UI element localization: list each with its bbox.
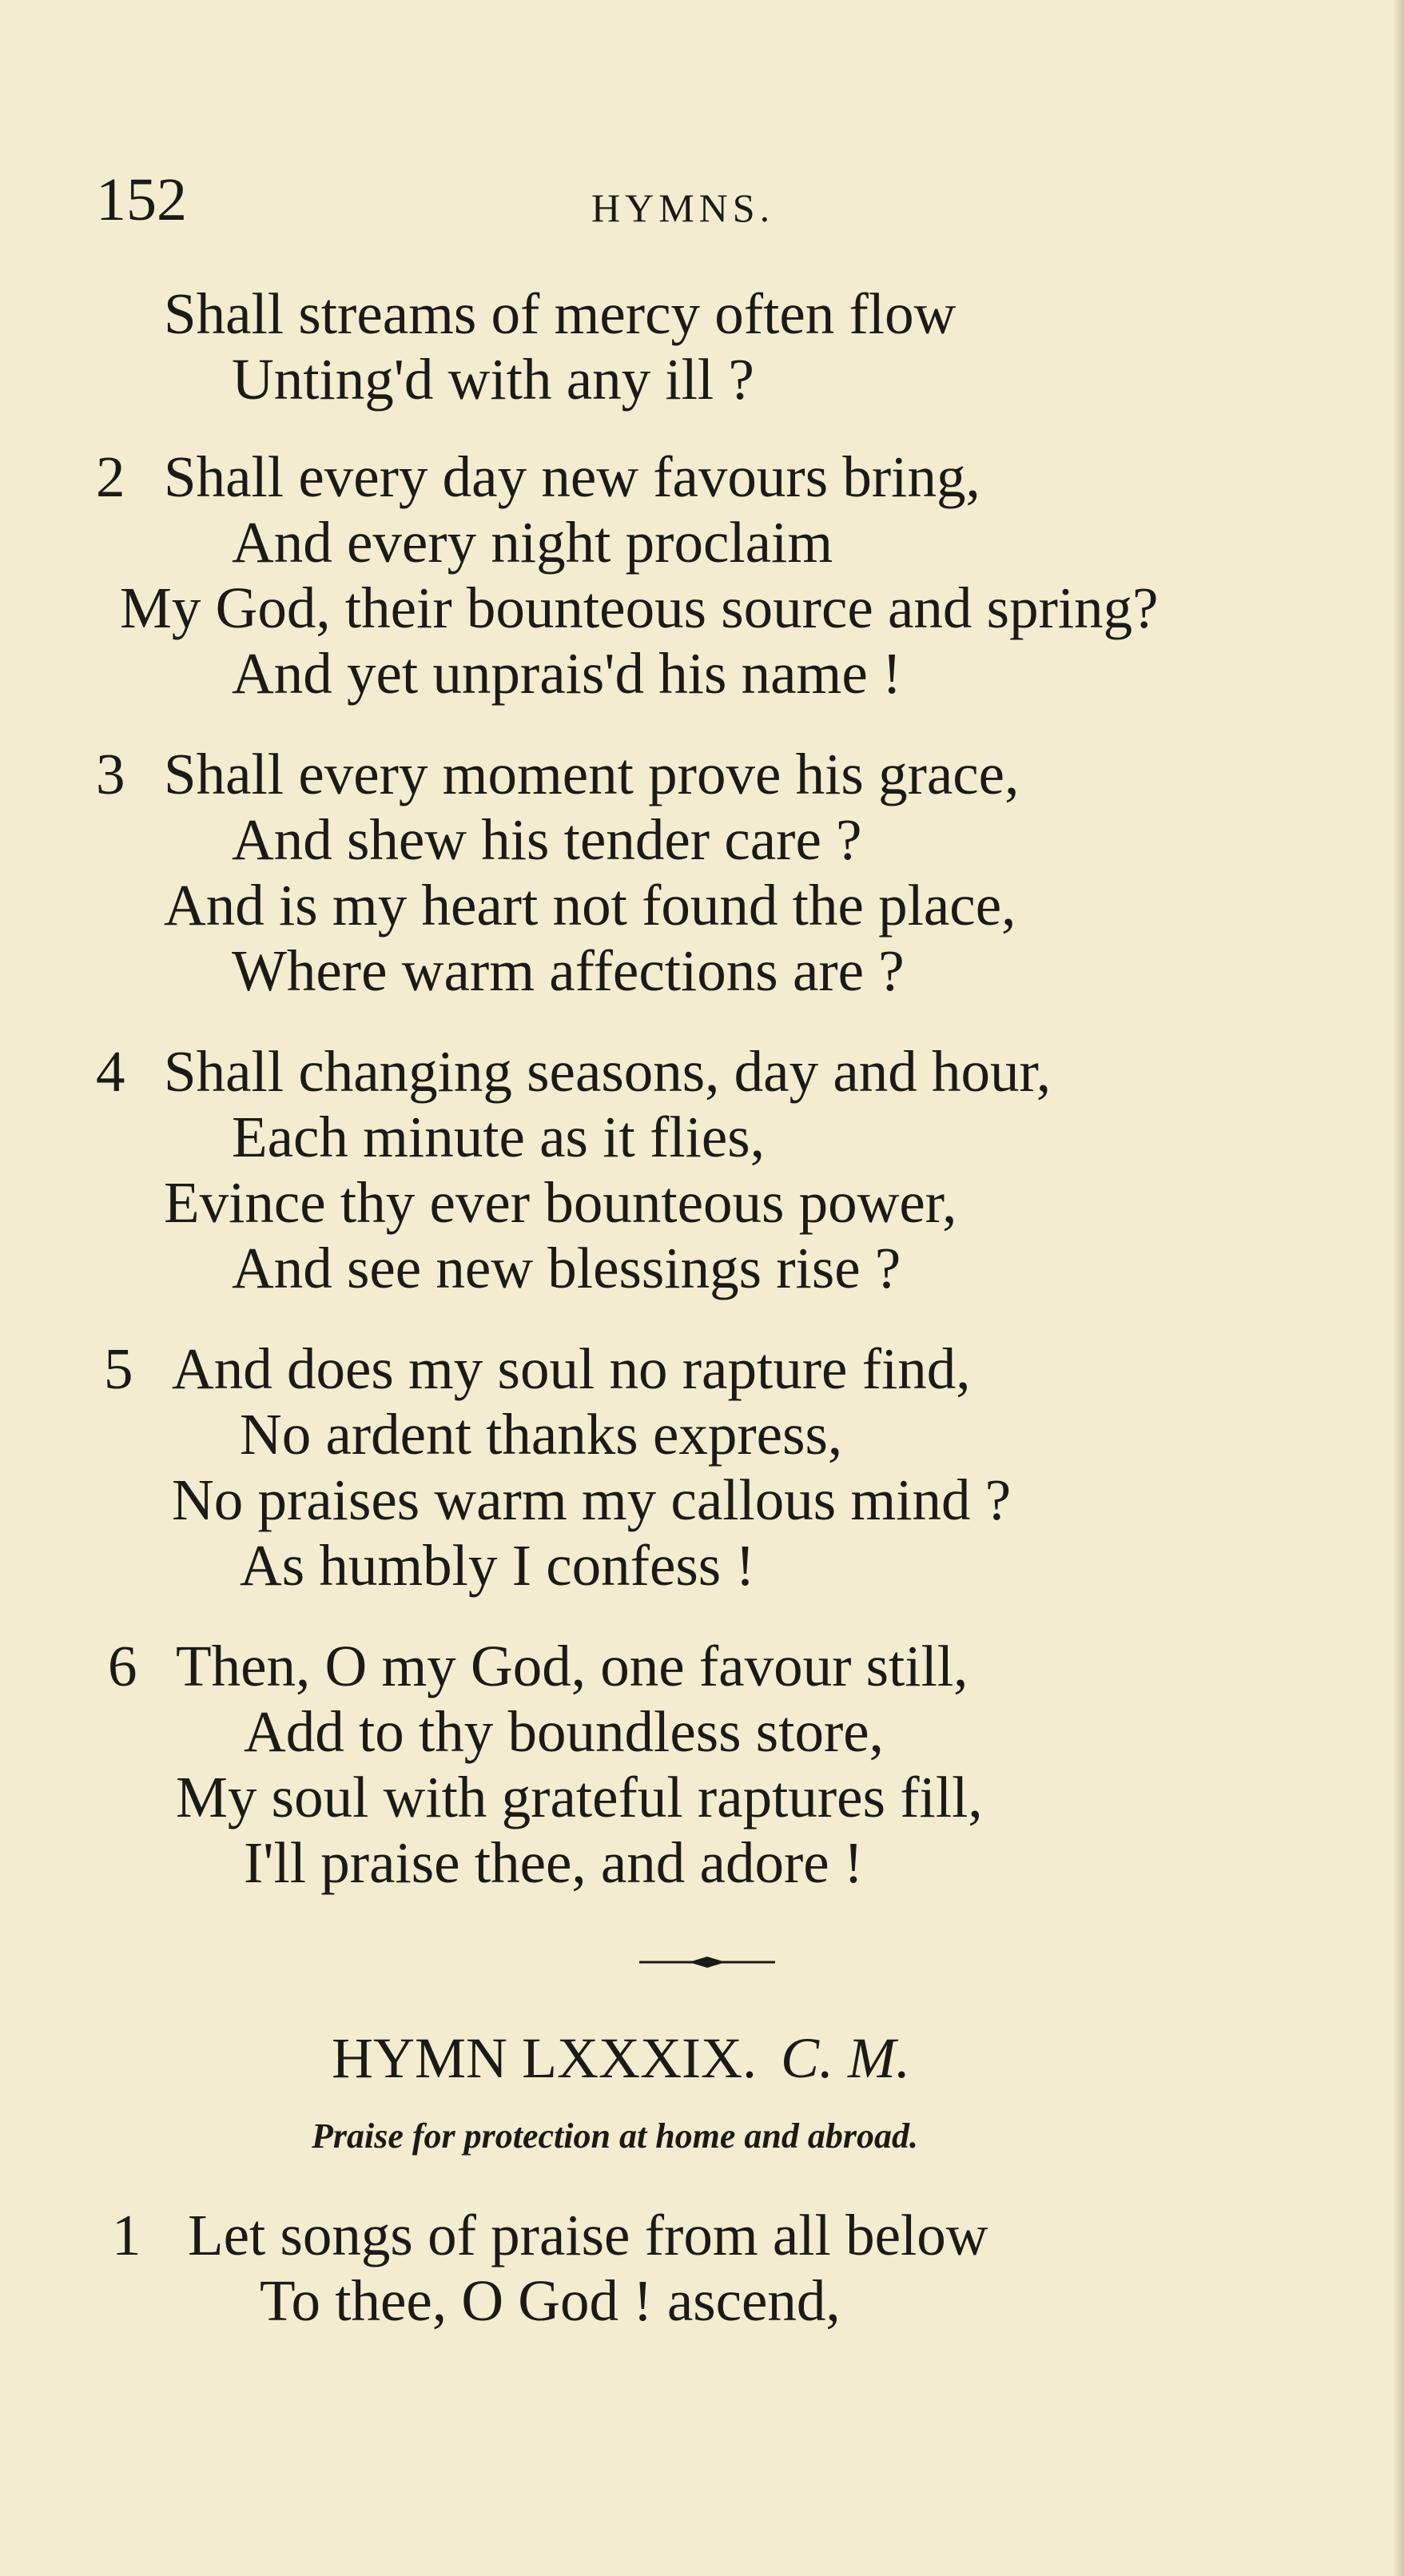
verse-line: To thee, O God ! ascend,: [260, 2268, 841, 2333]
running-title: HYMNS.: [591, 185, 775, 230]
stanza-number: 4: [96, 1039, 125, 1104]
hymn-meter: C. M.: [780, 2026, 910, 2090]
verse-line: Then, O my God, one favour still,: [176, 1634, 968, 1698]
verse-line: And every night proclaim: [232, 510, 833, 575]
verse-line: And does my soul no rapture find,: [172, 1336, 971, 1401]
hymn-title: [332, 2022, 910, 2094]
ornament-divider-icon: [639, 1954, 775, 1970]
verse-line: Let songs of praise from all below: [188, 2203, 988, 2267]
verse-line: My soul with grateful raptures fill,: [176, 1765, 983, 1829]
verse-line: I'll praise thee, and adore !: [244, 1830, 864, 1895]
stanza-number: 3: [96, 742, 125, 806]
page-edge-shadow: [1393, 0, 1404, 2576]
stanza-number: 6: [108, 1634, 137, 1698]
page-number: 152: [96, 166, 187, 233]
verse-line: Add to thy boundless store,: [244, 1699, 884, 1764]
verse-line: And is my heart not found the place,: [164, 873, 1016, 938]
verse-line: Shall every day new favours bring,: [164, 444, 980, 509]
verse-line: And yet unprais'd his name !: [232, 641, 902, 706]
verse-line: And see new blessings rise ?: [232, 1236, 901, 1300]
verse-line: Shall changing seasons, day and hour,: [164, 1039, 1052, 1104]
stanza-number: 2: [96, 444, 125, 509]
verse-line: Shall every moment prove his grace,: [164, 742, 1020, 806]
verse-line: Evince thy ever bounteous power,: [164, 1170, 957, 1235]
verse-line: And shew his tender care ?: [232, 807, 862, 872]
verse-line: Each minute as it flies,: [232, 1105, 765, 1169]
hymn-subtitle: Praise for protection at home and abroad.: [312, 2116, 919, 2156]
verse-line: No ardent thanks express,: [240, 1402, 843, 1467]
verse-line: No praises warm my callous mind ?: [172, 1467, 1012, 1532]
stanza-number: 5: [104, 1336, 133, 1401]
verse-line: Unting'd with any ill ?: [232, 347, 754, 412]
hymn-title-text: HYMN LXXXIX.: [332, 2026, 757, 2090]
stanza-number: 1: [112, 2203, 141, 2267]
verse-line: My God, their bounteous source and spring?: [120, 575, 1159, 640]
verse-line: Where warm affections are ?: [232, 938, 905, 1003]
verse-line: Shall streams of mercy often flow: [164, 281, 957, 346]
page-header: [0, 160, 1404, 240]
verse-line: As humbly I confess !: [240, 1533, 755, 1598]
